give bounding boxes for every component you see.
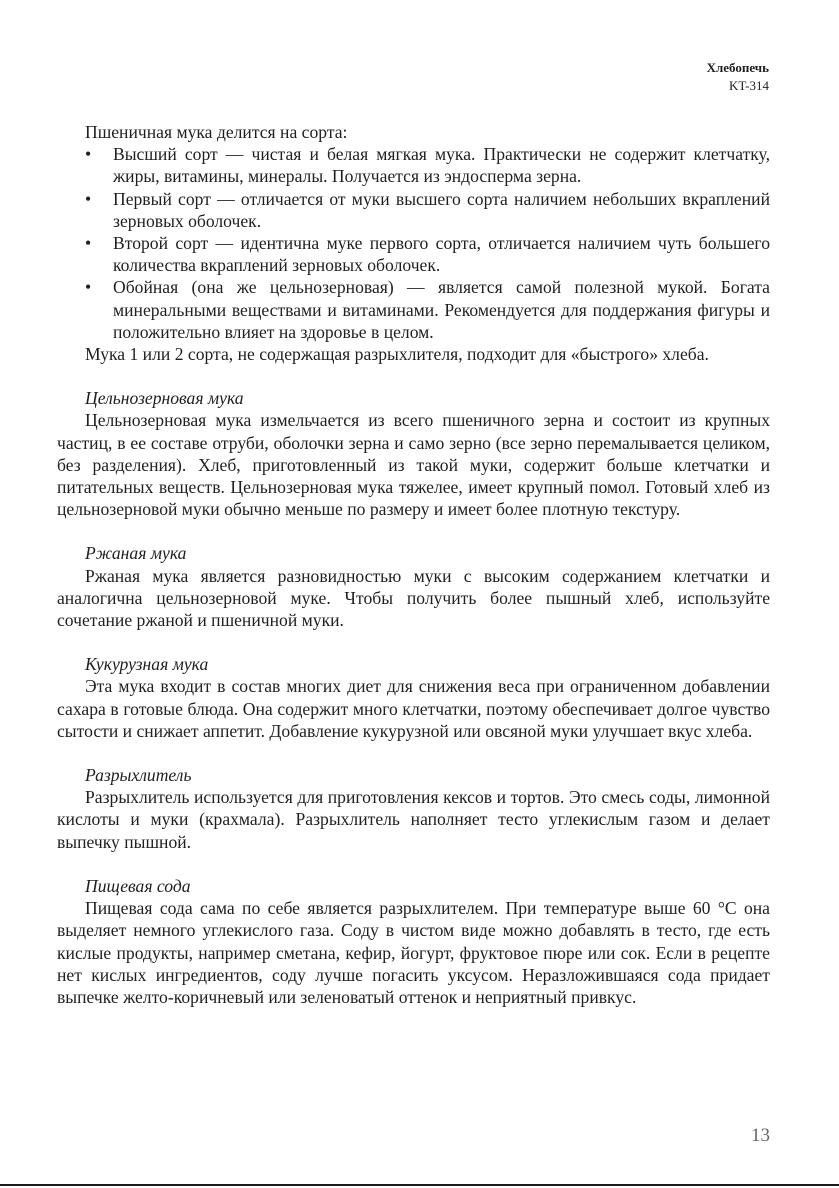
bullet-icon: • <box>85 277 92 298</box>
section-text-baking-powder: Разрыхлитель используется для приготовления кексов и тортов. Это смесь соды, лимонной кислоты и муки (крахмала). Разрыхлитель наполняет тесто углекислым газом и делает выпечку пышной. <box>57 787 770 852</box>
list-item-text: Обойная (она же цельнозерновая) — является самой полезной мукой. Богата минеральными веществами и витаминами. Рекомендуется для поддержания фигуры и положительно влияет на здоровье в целом. <box>113 277 770 342</box>
page-number: 13 <box>751 1125 770 1146</box>
list-item-text: Высший сорт — чистая и белая мягкая мука. Практически не содержит клетчатку, жиры, витамины, минералы. Получается из эндосперма зерна. <box>113 144 770 187</box>
bullet-icon: • <box>85 188 92 209</box>
header-model-number: KT-314 <box>729 78 769 93</box>
flour-grades-list <box>57 143 770 343</box>
section-heading-baking-powder: Разрыхлитель <box>85 765 192 786</box>
section-heading-rye: Ржаная мука <box>85 543 187 564</box>
section-text-whole-grain: Цельнозерновая мука измельчается из всего пшеничного зерна и состоит из крупных частиц, в ее составе отруби, оболочки зерна и само зерно (все зерно перемалывается целиком, без разделения). Хлеб, приготовленный из такой муки, содержит больше клетчатки и питательных веществ. Цельнозерновая мука тяжелее, имеет крупный помол. Готовый хлеб из цельнозерновой муки обычно меньше по размеру и имеет более плотную текстуру. <box>57 410 770 520</box>
list-item-text: Второй сорт — идентична муке первого сорта, отличается наличием чуть большего количества вкраплений зерновых оболочек. <box>113 233 770 276</box>
list-item <box>57 143 770 187</box>
page-content <box>57 121 770 1008</box>
intro-closing: Мука 1 или 2 сорта, не содержащая разрыхлителя, подходит для «быстрого» хлеба. <box>85 344 709 365</box>
page-header <box>707 59 769 95</box>
bullet-icon: • <box>85 144 92 165</box>
section-text-baking-soda: Пищевая сода сама по себе является разрыхлителем. При температуре выше 60 °C она выделяет немного углекислого газа. Соду в чистом виде можно добавлять в тесто, где есть кислые продукты, например сметана, кефир, йогурт, фруктовое пюре или сок. Если в рецепте нет кислых ингредиентов, соду лучше погасить уксусом. Неразложившаяся сода придает выпечке желто-коричневый или зеленоватый оттенок и неприятный привкус. <box>57 898 770 1007</box>
bottom-divider <box>0 1184 839 1186</box>
list-item-text: Первый сорт — отличается от муки высшего сорта наличием небольших вкраплений зерновых оболочек. <box>113 188 770 231</box>
section-heading-whole-grain: Цельнозерновая мука <box>85 388 244 409</box>
list-item <box>57 188 770 232</box>
intro-lead: Пшеничная мука делится на сорта: <box>85 122 348 142</box>
list-item <box>57 232 770 276</box>
section-heading-corn: Кукурузная мука <box>85 654 209 675</box>
list-item <box>57 276 770 343</box>
header-product-title: Хлебопечь <box>706 60 769 75</box>
section-text-corn: Эта мука входит в состав многих диет для снижения веса при ограниченном добавлении сахара в готовые блюда. Она содержит много клетчатки, поэтому обеспечивает долгое чувство сытости и снижает аппетит. Добавление кукурузной или овсяной муки улучшает вкус хлеба. <box>57 676 770 741</box>
section-heading-baking-soda: Пищевая сода <box>85 875 191 896</box>
section-text-rye: Ржаная мука является разновидностью муки с высоким содержанием клетчатки и аналогична цельнозерновой муке. Чтобы получить более пышный хлеб, используйте сочетание ржаной и пшеничной муки. <box>57 565 770 631</box>
bullet-icon: • <box>85 233 92 254</box>
